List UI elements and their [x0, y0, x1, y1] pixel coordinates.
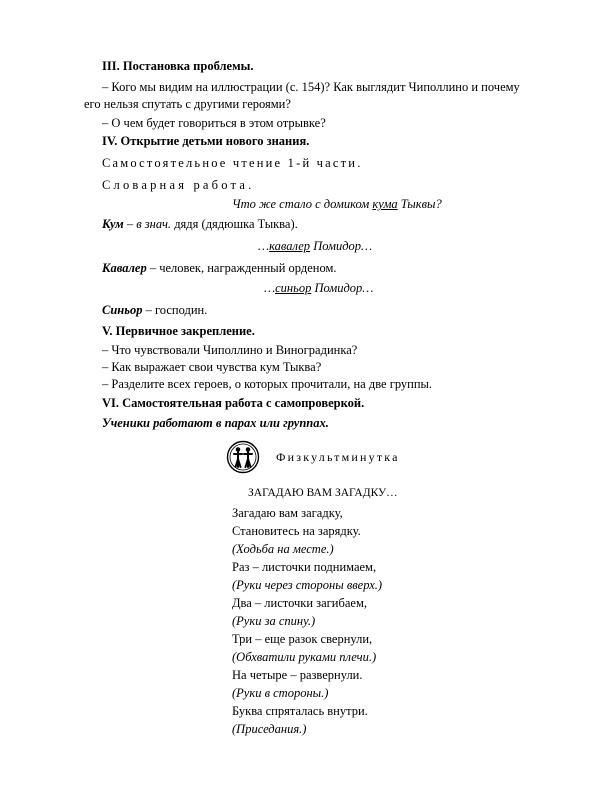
- poem-line: (Руки за спину.): [232, 614, 316, 628]
- s5-question-3: – Разделите всех героев, о которых прочитали, на две группы.: [102, 377, 433, 391]
- quote-3-prefix: …: [264, 281, 276, 295]
- kavaler-term: Кавалер: [102, 261, 147, 275]
- quote-2-word: кавалер: [269, 239, 311, 253]
- reading-task: Самостоятельное чтение 1-й части.: [102, 156, 363, 170]
- s5-question-1: – Что чувствовали Чиполлино и Виноградинка?: [102, 343, 358, 357]
- quote-3-word: синьор: [275, 281, 312, 295]
- two-people-icon: [226, 440, 260, 474]
- quote-1-prefix: Что же стало с домиком: [232, 197, 373, 211]
- kum-definition: [102, 216, 298, 232]
- kum-note: – в знач.: [123, 217, 172, 231]
- quote-3-suffix: Помидор…: [311, 281, 374, 295]
- kum-def: дядя (дядюшка Тыква).: [171, 217, 298, 231]
- s3-question-1b: его нельзя спутать с другими героями?: [84, 97, 291, 111]
- poem-line: (Обхватили руками плечи.): [232, 650, 377, 664]
- poem-line: (Руки в стороны.): [232, 686, 329, 700]
- poem-line: Становитесь на зарядку.: [232, 524, 361, 538]
- poem-line: Два – листочки загибаем,: [232, 596, 367, 610]
- poem-line: (Приседания.): [232, 722, 307, 736]
- kavaler-definition: [102, 260, 337, 276]
- section-6-heading: VI. Самостоятельная работа с самопроверкой.: [102, 396, 365, 410]
- quote-2-suffix: Помидор…: [310, 239, 373, 253]
- quote-2-prefix: …: [258, 239, 270, 253]
- vocab-quote-2: [258, 238, 372, 254]
- kum-term: Кум: [102, 217, 124, 231]
- section-3-heading: III. Постановка проблемы.: [102, 59, 254, 73]
- sinyor-term: Синьор: [102, 303, 143, 317]
- vocab-quote-1: [232, 196, 442, 212]
- poem-line: Буква спряталась внутри.: [232, 704, 368, 718]
- section-5-heading: V. Первичное закрепление.: [102, 324, 255, 338]
- quote-1-suffix: Тыквы?: [397, 197, 442, 211]
- poem-line: На четыре – развернули.: [232, 668, 363, 682]
- poem-line: Раз – листочки поднимаем,: [232, 560, 377, 574]
- poem-line: (Руки через стороны вверх.): [232, 578, 383, 592]
- section-4-heading: IV. Открытие детьми нового знания.: [102, 134, 310, 148]
- poem-line: Три – еще разок свернули,: [232, 632, 373, 646]
- vocab-task: Словарная работа.: [102, 178, 255, 192]
- s5-question-2: – Как выражает свои чувства кум Тыква?: [102, 360, 322, 374]
- sinyor-definition: [102, 302, 207, 318]
- kavaler-def: – человек, награжденный орденом.: [146, 261, 337, 275]
- quote-1-word: кума: [372, 197, 398, 211]
- poem-line: Загадаю вам загадку,: [232, 506, 343, 520]
- poem-subtitle: ЗАГАДАЮ ВАМ ЗАГАДКУ…: [248, 487, 398, 499]
- sinyor-def: – господин.: [142, 303, 208, 317]
- vocab-quote-3: [264, 280, 373, 296]
- s3-question-1a: – Кого мы видим на иллюстрации (с. 154)? Как выглядит Чиполлино и почему: [102, 80, 520, 94]
- s3-question-2: – О чем будет говориться в этом отрывке?: [102, 116, 326, 130]
- s6-note: Ученики работают в парах или группах.: [102, 416, 329, 430]
- fizkult-title: Физкультминутка: [276, 450, 400, 464]
- poem-line: (Ходьба на месте.): [232, 542, 334, 556]
